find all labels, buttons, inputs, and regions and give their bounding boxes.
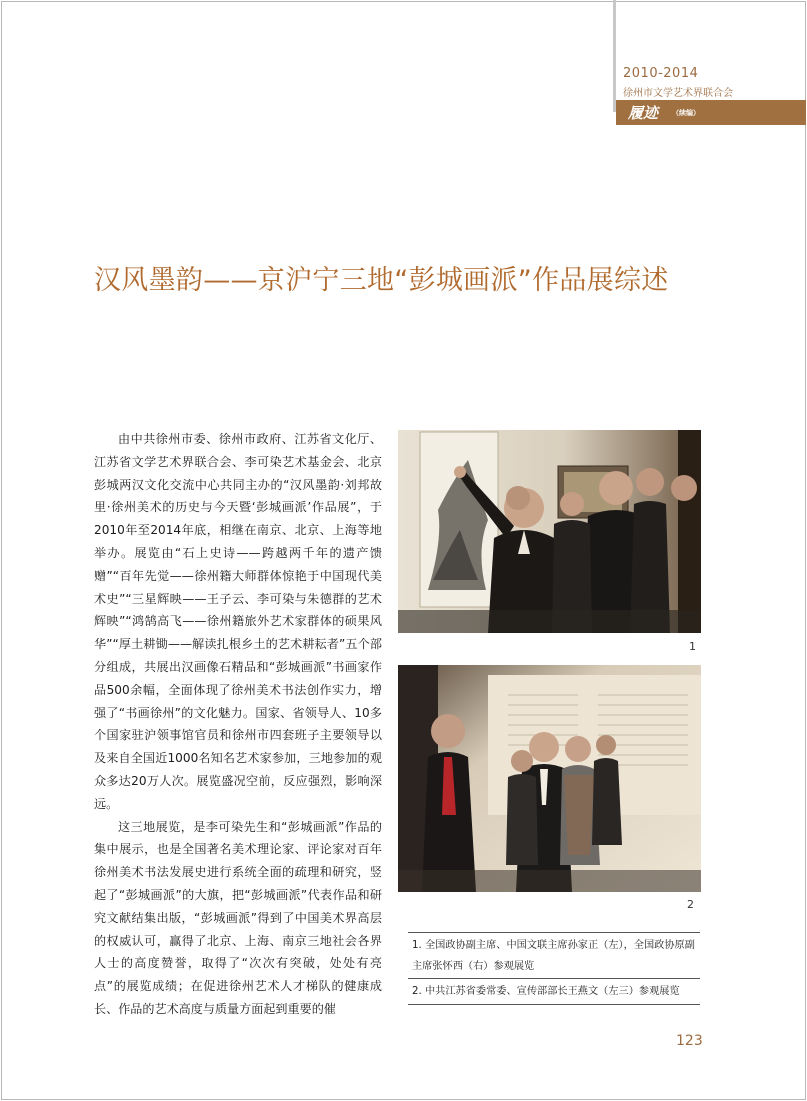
photo-2-image xyxy=(398,665,701,892)
header-org-name: 徐州市文学艺术界联合会 xyxy=(623,88,733,99)
caption-rule-bottom xyxy=(408,1004,700,1005)
header-divider xyxy=(613,0,616,112)
caption-rule-top xyxy=(408,932,700,933)
photo-2 xyxy=(398,665,701,892)
article-paragraph: 由中共徐州市委、徐州市政府、江苏省文化厅、江苏省文学艺术界联合会、李可染艺术基金会、北京彭城两汉文化交流中心共同主办的“汉风墨韵·刘邦故里·徐州美术的历史与今天暨‘彭城画派’作品展”，于2010年至2014年底，相继在南京、北京、上海等地举办。展览由“石上史诗——跨越两千年的遗产馈赠”“百年先觉——徐州籍大师群体惊艳于中国现代美术史”“三星辉映——王子云、李可染与朱德群的艺术辉映”“鸿鹄高飞——徐州籍旅外艺术家群体的硕果风华”“厚土耕锄——解读扎根乡土的艺术耕耘者”五个部分组成，共展出汉画像石精品和“彭城画派”书画家作品500余幅，全面体现了徐州美术书法创作实力，增强了“书画徐州”的文化魅力。国家、省领导人、10多个国家驻沪领事馆官员和徐州市四套班子主要领导以及来自全国近1000名知名艺术家参加，三地参加的观众多达20万人次。展览盛况空前，反应强烈，影响深远。 xyxy=(94,432,382,811)
article-body xyxy=(94,428,382,1021)
header-logo-sub: （续编） xyxy=(672,109,700,117)
header-logo: 履迹 xyxy=(628,104,659,122)
photo-1 xyxy=(398,430,701,633)
caption-2: 2. 中共江苏省委常委、宣传部部长王燕文（左三）参观展览 xyxy=(412,986,680,997)
caption-rule-mid xyxy=(408,978,700,979)
photo-1-image xyxy=(398,430,701,633)
photo-2-number: 2 xyxy=(687,898,694,911)
article-title: 汉风墨韵——京沪宁三地“彭城画派”作品展综述 xyxy=(94,265,669,296)
page-number: 123 xyxy=(676,1033,703,1049)
article-paragraph: 这三地展览，是李可染先生和“彭城画派”作品的集中展示，也是全国著名美术理论家、评论家对百年徐州美术书法发展史进行系统全面的疏理和研究，竖起了“彭城画派”的大旗，把“彭城画派”代表作品和研究文献结集出版，“彭城画派”得到了中国美术界高层的权威认可，赢得了北京、上海、南京三地社会各界人士的高度赞誉，取得了“次次有突破，处处有亮点”的展览成绩；在促进徐州艺术人才梯队的健康成长、作品的艺术高度与质量方面起到重要的催 xyxy=(94,819,382,1016)
photo-1-number: 1 xyxy=(689,640,696,653)
header-year-range: 2010-2014 xyxy=(623,66,699,81)
caption-1: 1. 全国政协副主席、中国文联主席孙家正（左），全国政协原副主席张怀西（右）参观展览 xyxy=(412,940,695,972)
